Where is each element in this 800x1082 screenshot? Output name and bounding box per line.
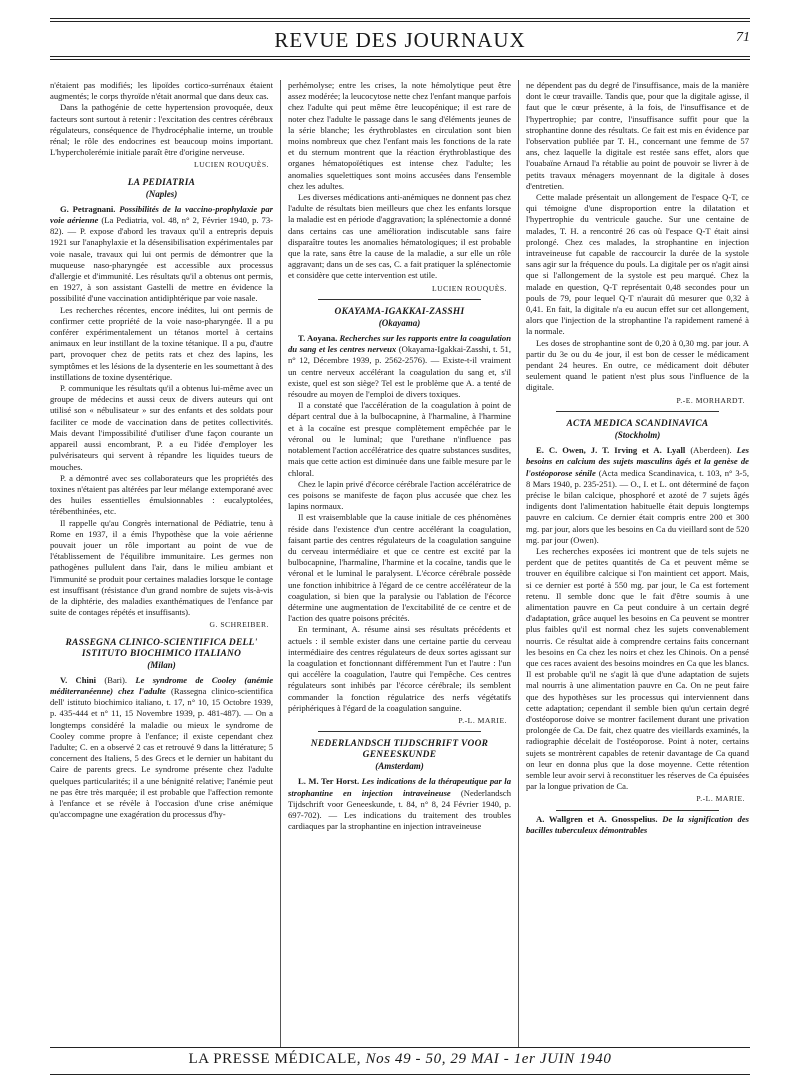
paragraph: Les recherches récentes, encore inédites, lui ont permis de confirmer cette propriété de la voie naso-pharyngée. Il a pu conférer expérimentalement un tétanos mortel à certains animaux en leur instillant de la toxine tétanique. Il a pu, d'autre part, provoquer chez de petits rats et chez des lapins, les symptômes et les lésions de la dysenterie en les soumettant à des instillations de toxine dysentérique. <box>50 304 273 382</box>
journal-city: (Amsterdam) <box>375 761 424 772</box>
paragraph: n'étaient pas modifiés; les lipoïdes cortico-surrénaux étaient augmentés; le corps thyroïde n'était anormal que dans deux cas. <box>50 80 273 102</box>
signature: LUCIEN ROUQUÈS. <box>432 283 507 293</box>
article-reference <box>526 445 749 546</box>
paragraph: Les doses de strophantine sont de 0,20 à 0,30 mg. par jour. A partir du 3e ou du 4e jour, il est bon de cesser le médicament pendant 24 heures. En outre, ce médicament doit débuter seulement quand le patient n'est plus sous l'influence de la digitale. <box>526 337 749 393</box>
ref-author: E. C. Owen, J. T. Irving et A. Lyall <box>536 445 686 456</box>
page-number: 71 <box>736 30 750 45</box>
ref-title: Recherches sur les rapports entre la coagulation du sang et les centres nerveux <box>288 333 511 355</box>
header-rule-2 <box>50 59 750 60</box>
article-columns <box>50 80 750 1048</box>
ref-title: Possibilités de la vaccino-prophylaxie par voie aérienne <box>50 203 273 226</box>
ref-title: Les indications de la thérapeutique par la strophantine en injection intraveineuse <box>288 776 511 798</box>
ref-author: T. Aoyana. <box>298 333 338 344</box>
section-divider <box>318 299 481 300</box>
column-1 <box>50 80 273 1048</box>
page-header <box>50 28 750 52</box>
ref-body: (La Pediatria, vol. 48, n° 2, Février 1940, p. 73-82). — P. expose d'abord les travaux qu'il a entrepris depuis 1921 sur l'anaphylaxie et la désensibilisation expérimentales par voie nasale, travaux qui lui ont permis de démontrer que la muqueuse naso-pharyngée est accessible aux processus d'allergie et d'immunité. Les résultats qu'il a obtenus ont permis, en 1927, à son assistant Gastelli de mettre en évidence la possibilité d'une vaccination antidiphtérique par voie nasale. <box>50 215 273 304</box>
journal-title: REVUE DES JOURNAUX <box>274 28 526 52</box>
column-2 <box>288 80 511 1048</box>
section-divider <box>318 731 481 732</box>
top-rule-1 <box>50 18 750 19</box>
paragraph: Il rappelle qu'au Congrès international de Pédiatrie, tenu à Rome en 1937, il a émis l'hypothèse que la voie aérienne pouvait jouer un rôle important au point de vue de l'établissement de l'équilibre immunitaire. Les germes non pathogènes pullulent dans l'air, dans le milieu ambiant et l'immunité se produit pour certaines maladies lorsque le contage est insuffisant (résistance d'un grand nombre de sujets vis-à-vis de la diphtérie, des maladies exanthématiques de l'enfance par suite de contages répétés et insuffisants). <box>50 517 273 618</box>
journal-city: (Milan) <box>147 659 176 670</box>
page-footer <box>50 1051 750 1073</box>
ref-body: (Okayama-Igakkai-Zasshi, t. 51, n° 12, Décembre 1939, p. 2562-2576). — Existe-t-il vraiment un centre nerveux accélérant la coagulation du sang et, s'il existe, quel est son siège? Tel est le problème que A. a tenté de résoudre au moyen de l'emploi de divers toxiques. <box>288 344 511 400</box>
ref-author: V. Chini <box>60 674 97 685</box>
journal-heading: NEDERLANDSCH TIJDSCHRIFT VOOR GENEESKUNDE <box>310 739 489 761</box>
journal-city: (Stockholm) <box>614 429 661 440</box>
paragraph: Cette malade présentait un allongement de l'espace Q-T, ce qui témoigne d'une disproportion entre la dilatation et l'hypertrophie du ventricule gauche. Sur une centaine de malades, T. H. a rencontré 26 cas où l'espace Q-T était ainsi prolongé. Chez ces malades, la strophantine en injection intraveineuse fut capable de raccourcir la durée de la systole sans agir sur la fréquence du pouls. La digitale per os n'agit ainsi que si l'allongement de la systole est peu marqué. Chez la malade en question, Q-T représentait 0,48 secondes pour un pouls de 79, pour lequel Q-T n'aurait dû mesurer que 0,32 à 0,41. En fait, la digitale n'a eu aucun effet sur cet allongement, alors que l'injection de la strophantine l'a rapidement ramené à la normale. <box>526 192 749 337</box>
paragraph: P. a démontré avec ses collaborateurs que les propriétés des toxines n'étaient pas altérées par leur mélange extemporané avec des huiles essentielles émulsionnables : eucalyptolées, térébenthinées, etc. <box>50 472 273 517</box>
journal-city: (Naples) <box>145 188 178 199</box>
ref-title: De la signification des bacilles tuberculeux démontrables <box>526 813 749 835</box>
article-reference <box>50 675 273 821</box>
footer-publication: LA PRESSE MÉDICALE, <box>188 1051 362 1067</box>
paragraph: ne dépendent pas du degré de l'insuffisance, mais de la manière dont le cœur travaille. Tandis que, pour que la digitale agisse, il faut que le cœur présente, à la fois, de l'insuffisance et de l'hypertrophie; par contre, l'insuffisance suffit pour que la strophantine donne des résultats. Ce fait est mis en évidence par l'observation publiée par T. H., concernant une femme de 57 ans, chez laquelle la digitale est restée sans effet, alors que l'ouabaïne Arnaud l'a rétablie au point de pouvoir se livrer à de petits travaux ménagers moyennant de la digitale à doses d'entretien. <box>526 80 749 191</box>
ref-body: (Acta medica Scandinavica, t. 103, n° 3-5, 8 Mars 1940, p. 235-251). — O., I. et L. ont déterminé de façon précise le bilan calcique, phosphoré et azoté de 7 sujets âgés indigents dont l'alimentation habituelle était depuis longtemps pauvre en calcium. Ce dernier était compris entre 200 et 300 mg. par jour, alors que les besoins en Ca du vieillard sont de 520 mg. par jour (Owen). <box>526 467 749 545</box>
signature: P.-L. MARIE. <box>458 715 507 725</box>
paragraph: Il a constaté que l'accélération de la coagulation à point de départ central due à la bulbocapnine, à l'harmaline, à l'harmine et à la cocaïne est presque complètement empêchée par le véronal ou le luminal; que l'urethane n'influence pas notablement l'action accélératrice des quatre substances susdites, mais que cette action est diminuée dans une faible mesure par le chloral. <box>288 400 511 478</box>
bottom-rule <box>50 1074 750 1075</box>
paragraph: Dans la pathogénie de cette hypertension provoquée, deux facteurs sont surtout à retenir : l'excitation des centres cérébraux régulateurs, conséquence de l'hydrocéphalie interne, un trouble rénal; le rôle des endocrines est beaucoup moins important. L'hypercholerémie initiale paraît être d'origine nerveuse. <box>50 102 273 158</box>
ref-body: (Nederlandsch Tijdschrift voor Geneeskunde, t. 84, n° 8, 24 Février 1940, p. 697-702). — Les indications du traitement des troubles cardiaques par la strophantine en injection intraveineuse <box>288 787 511 832</box>
section-divider <box>556 810 719 811</box>
paragraph: Les recherches exposées ici montrent que de tels sujets ne perdent que de petites quantités de Ca et peuvent même se trouver en équilibre calcique si l'on maintient cet apport. Mais, si ce dernier est porté à 550 mg. par jour, le Ca est fortement retenu. Il semble donc que le fait d'être soumis à une alimentation pauvre en Ca peut conduire à un certain degré d'adaptation, grâce auquel les besoins en Ca peuvent se montrer plus faibles qu'il est normal chez les sujets convenablement nourris. Ce résultat aide à comprendre certains faits concernant les besoins en Ca chez les noirs et chez les Chinois. On a pensé que ces races avaient des besoins moindres en Ca que les blancs. Il est probable qu'il ne s'agit là que d'une adaptation de sujets mal nourris à une alimentation pauvre en Ca. On ne peut faire que des hypothèses sur les processus qui interviennent dans cette adaptation; cependant il semble bien qu'un certain degré d'ostéoporose doive se montrer facilement durant une privation prolongée de Ca. De fait, chez quatre des vieillards examinés, la radiographie décelait de l'ostéoporose. Point à noter, certains sujets se montrèrent capables de retenir davantage de Ca quand on leur en donna plus que la dose moyenne. Cette rétention semble leur avoir servi à reconstituer les réserves de Ca épuisées par la longue privation de Ca. <box>526 545 749 792</box>
article-reference <box>288 333 511 400</box>
ref-body: (Rassegna clinico-scientifica dell' istituto biochimico italiano, t. 17, n° 10, 15 Octobre 1939, p. 435-444 et n° 11, 15 Novembre 1939, p. 481-487). — On a longtemps considéré la maladie ou mieux le syndrome de Cooley comme propre à l'enfance; il existe cependant chez l'adulte; C. en a observé 2 cas et retrouvé 9 dans la littérature; 5 concernent des Italiens, 5 des Grecs et le dernier un habitant du Caire de parents grecs. Le syndrome présente chez l'adulte quelques particularités; il a une bénignité relative; l'anémie peut ne pas être très marquée; il est probable que l'affection remonte à l'enfance et se révèle à l'occasion d'une crise anémique qu'accompagne une exagération du processus d'hy- <box>50 685 273 820</box>
journal-city: (Okayama) <box>378 317 421 328</box>
paragraph: En terminant, A. résume ainsi ses résultats précédents et actuels : il semble exister dans une certaine partie du cerveau intermédiaire des centres régulateurs de deux sortes agissant sur la coagulation et fonctionnant différemment l'un et l'autre : l'un qui accélère la coagulation, l'autre qui l'empêche. Ces centres régulateurs sont inhibés par l'écorce cérébrale; ils semblent commander la fonction régulatrice des nerfs végétatifs périphériques à l'égard de la coagulation sanguine. <box>288 624 511 713</box>
paragraph: Il est vraisemblable que la cause initiale de ces phénomènes réside dans l'existence d'un centre accélérant la coagulation, faisant partie des centres régulateurs de la coagulation sanguine du cerveau intermédiaire et que ce centre est excité par la bulbocapnine, l'harmaline, l'harmine et la cocaïne, tandis que le véronal et le luminal le paralysent. L'écorce cérébrale possède une fonction inhibitrice à l'égard de ce centre accélérateur de la coagulation, si bien que la paralysie ou l'ablation de l'écorce détermine une augmentation de l'excitabilité de ce centre et de l'action des quatre poisons précités. <box>288 512 511 624</box>
ref-author-city: (Bari). <box>104 674 128 685</box>
ref-title: Les besoins en calcium des sujets masculins âgés et la genèse de l'ostéoporose sénile <box>526 445 749 478</box>
article-reference <box>50 204 273 305</box>
ref-author: G. Petragnani. <box>60 203 116 214</box>
journal-heading: LA PEDIATRIA <box>127 177 196 188</box>
section-divider <box>556 411 719 412</box>
column-3 <box>526 80 749 1048</box>
journal-heading: OKAYAMA-IGAKKAI-ZASSHI <box>334 306 465 317</box>
footer-line <box>50 1051 750 1068</box>
ref-author: A. Wallgren et A. Gnosspelius. <box>536 813 658 824</box>
footer-rule <box>50 1047 750 1048</box>
signature: P.-L. MARIE. <box>696 794 745 804</box>
ref-author-city: (Aberdeen). <box>690 445 732 456</box>
ref-author: L. M. Ter Horst. <box>298 776 360 787</box>
paragraph: P. communique les résultats qu'il a obtenus lui-même avec un groupe de médecins et aussi ceux de divers auteurs qui ont utilisé son « nébulisateur » sur des enfants et des soldats pour faciliter ce mode de vaccination dans de petites collectivités. Mais devant l'impossibilité d'utiliser d'une façon courante un appareil aussi encombrant, P. a eu l'idée d'employer les pulvérisateurs qui servent à répandre les liquides tueurs de mouches. <box>50 383 273 472</box>
paragraph: Les diverses médications anti-anémiques ne donnent pas chez l'adulte de résultats bien meilleurs que chez les enfants lorsque la maladie est en période d'aggravation; la splénectomie a donné dans certains cas une amélioration indiscutable sans faire disparaître toutes les anomalies hématologiques; il est probable que la rate, sans être la cause de la maladie, a sur elle un rôle aggravant; dans un de ses cas, C. a fait pratiquer la splénectomie et considère que cette intervention est utile. <box>288 192 511 281</box>
signature: P.-E. MORHARDT. <box>676 395 745 405</box>
paragraph: Chez le lapin privé d'écorce cérébrale l'action accélératrice de ces poisons se manifeste de façon plus accusée que chez les lapins normaux. <box>288 478 511 512</box>
top-rule-2 <box>50 21 750 22</box>
article-reference <box>526 814 749 836</box>
paragraph: perhémolyse; entre les crises, la note hémolytique peut être assez modérée; la leucocytose nette chez l'enfant manque parfois chez l'adulte qui peut même être leucopénique; il est rare de noter chez l'adulte le passage dans le sang d'éléments jeunes de la série blanche; les érythroblastes en circulation sont bien moins nombreux que chez l'enfant mais les fonctions de la rate et du sternum montrent que la réaction érythroblastique des organes hématopoïétiques est intense chez l'adulte; les anomalies squelettiques sont moins accusées dans l'ensemble chez les adultes. <box>288 80 511 191</box>
header-rule-1 <box>50 56 750 57</box>
signature: G. SCHREIBER. <box>209 620 269 630</box>
journal-heading: RASSEGNA CLINICO-SCIENTIFICA DELL' ISTITUTO BIOCHIMICO ITALIANO <box>65 637 258 659</box>
footer-issue: Nos 49 - 50, 29 MAI - 1er JUIN 1940 <box>365 1051 612 1067</box>
signature: LUCIEN ROUQUÈS. <box>194 160 269 170</box>
ref-title: Le syndrome de Cooley (anémie méditerranéenne) chez l'adulte <box>50 674 273 696</box>
article-reference <box>288 776 511 832</box>
journal-heading: ACTA MEDICA SCANDINAVICA <box>566 418 709 429</box>
